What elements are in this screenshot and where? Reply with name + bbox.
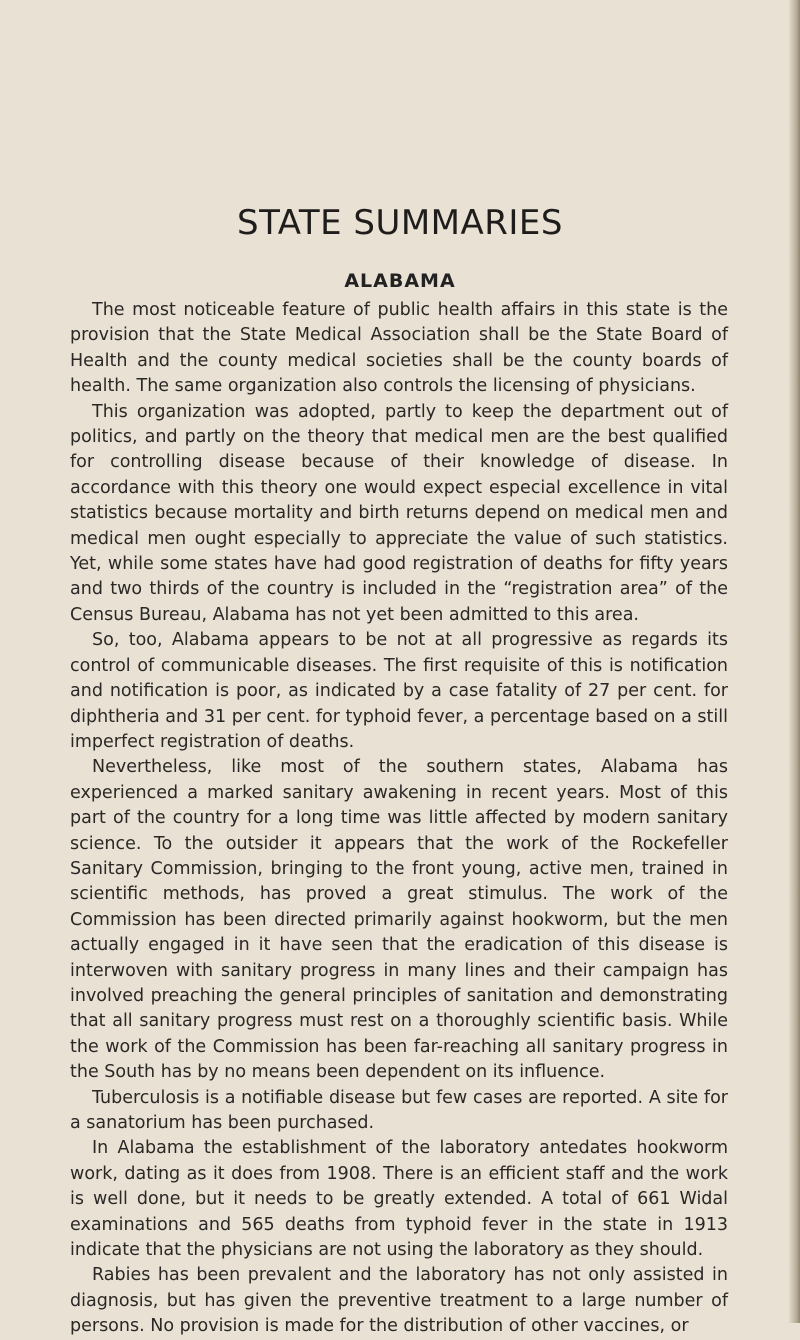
body-text (70, 298, 728, 1340)
paragraph-2: This organization was adopted, partly to keep the department out of politics, and partly on the theory that medical men are the best qualified for controlling disease because of their knowledge of disease. In accordance with this theory one would expect especial excellence in vital statistics because mortality and birth returns depend on medical men and medical men ought especially to appreciate the value of such statistics. Yet, while some states have had good registration of deaths for fifty years and two thirds of the country is included in the “registration area” of the Census Bureau, Alabama has not yet been admitted to this area. (70, 401, 728, 625)
paragraph-4: Nevertheless, like most of the southern states, Alabama has experienced a marked sanitary awakening in recent years. Most of this part of the country for a long time was little affected by modern sanitary science. To the outsider it appears that the work of the Rockefeller Sanitary Commission, bringing to the front young, active men, trained in scientific methods, has proved a great stimulus. The work of the Commission has been directed primarily against hookworm, but the men actually engaged in it have seen that the eradication of this disease is interwoven with sanitary progress in many lines and their campaign has involved preaching the general principles of sanitation and demonstrating that all sanitary progress must rest on a thoroughly scientific basis. While the work of the Commission has been far-reaching all sanitary progress in the South has by no means been dependent on its influence. (70, 757, 728, 1083)
paragraph-5: Tuberculosis is a notifiable disease but few cases are reported. A site for a sanatorium has been purchased. (70, 1087, 728, 1133)
paragraph-7: Rabies has been prevalent and the laboratory has not only assisted in diagnosis, but has given the preventive treatment to a large number of persons. No provision is made for the distribution of other vaccines, or (70, 1265, 728, 1337)
paragraph-1: The most noticeable feature of public health affairs in this state is the provision that the State Medical Association shall be the State Board of Health and the county medical societies shall be the county boards of health. The same organization also controls the licensing of physicians. (70, 300, 728, 397)
page-title: STATE SUMMARIES (236, 203, 563, 243)
paragraph-3: So, too, Alabama appears to be not at all progressive as regards its control of communicable diseases. The first requisite of this is notification and notification is poor, as indicated by a case fatality of 27 per cent. for diphtheria and 31 per cent. for typhoid fever, a percentage based on a still imperfect registration of deaths. (70, 630, 728, 752)
page-edge-shadow (788, 0, 800, 1323)
section-heading: ALABAMA (344, 270, 456, 292)
paragraph-6: In Alabama the establishment of the laboratory antedates hookworm work, dating as it does from 1908. There is an efficient staff and the work is well done, but it needs to be greatly extended. A total of 661 Widal examinations and 565 deaths from typhoid fever in the state in 1913 indicate that the physicians are not using the laboratory as they should. (70, 1138, 728, 1261)
